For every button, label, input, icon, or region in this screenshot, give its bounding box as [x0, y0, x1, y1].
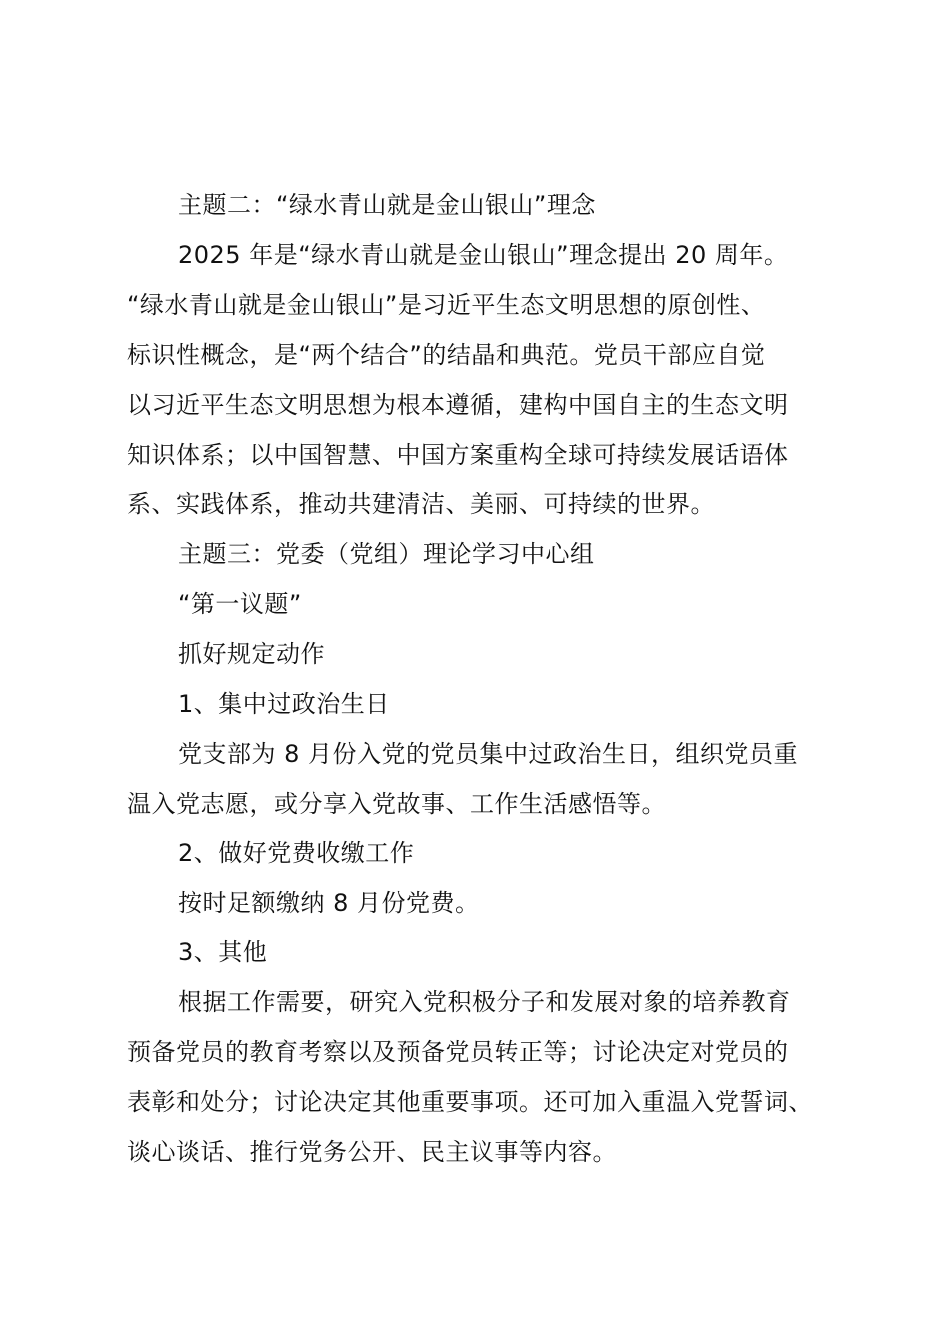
paragraph-line: 根据工作需要，研究入党积极分子和发展对象的培养教育 — [178, 988, 791, 1016]
item-heading-3: 3、其他 — [178, 938, 268, 966]
paragraph-line: 标识性概念，是“两个结合”的结晶和典范。党员干部应自觉 — [127, 341, 766, 369]
item-heading-1: 1、集中过政治生日 — [178, 690, 390, 718]
paragraph-line: 以习近平生态文明思想为根本遵循，建构中国自主的生态文明 — [127, 391, 789, 419]
heading-theme-three: 主题三：党委（党组）理论学习中心组 — [178, 540, 595, 568]
paragraph-line: 知识体系；以中国智慧、中国方案重构全球可持续发展话语体 — [127, 441, 789, 469]
paragraph-line: “绿水青山就是金山银山”是习近平生态文明思想的原创性、 — [127, 291, 766, 319]
heading-first-topic: “第一议题” — [178, 590, 302, 618]
paragraph-line: 预备党员的教育考察以及预备党员转正等；讨论决定对党员的 — [127, 1038, 789, 1066]
heading-required-actions: 抓好规定动作 — [178, 640, 325, 668]
paragraph-line: 系、实践体系，推动共建清洁、美丽、可持续的世界。 — [127, 490, 715, 518]
paragraph-line: 党支部为 8 月份入党的党员集中过政治生日，组织党员重 — [178, 740, 799, 768]
paragraph-line: 温入党志愿，或分享入党故事、工作生活感悟等。 — [127, 790, 666, 818]
paragraph-line: 表彰和处分；讨论决定其他重要事项。还可加入重温入党誓词、 — [127, 1088, 813, 1116]
heading-theme-two: 主题二：“绿水青山就是金山银山”理念 — [178, 191, 596, 219]
item-heading-2: 2、做好党费收缴工作 — [178, 839, 415, 867]
paragraph-line: 谈心谈话、推行党务公开、民主议事等内容。 — [127, 1138, 617, 1166]
paragraph-line: 按时足额缴纳 8 月份党费。 — [178, 889, 480, 917]
paragraph-line: 2025 年是“绿水青山就是金山银山”理念提出 20 周年。 — [178, 241, 789, 269]
